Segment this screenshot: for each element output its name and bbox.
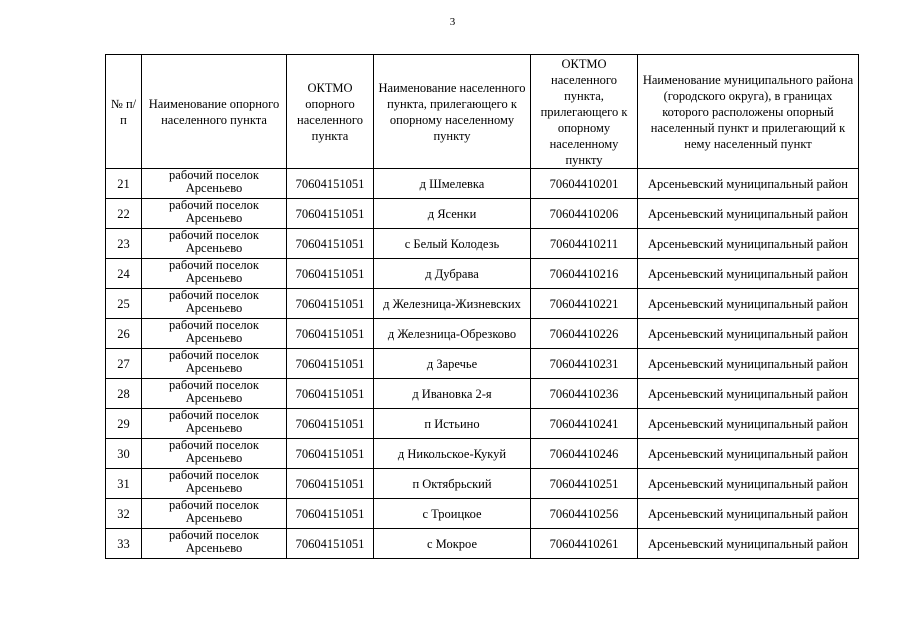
base-settlement-line: рабочий поселок [169,259,259,272]
row-number: 21 [106,169,142,199]
adjacent-oktmo: 70604410211 [531,229,638,259]
row-number: 26 [106,319,142,349]
district: Арсеньевский муниципальный район [638,319,859,349]
district: Арсеньевский муниципальный район [638,259,859,289]
base-settlement-text [144,170,284,198]
table-row [106,499,859,529]
adjacent-settlement: п Октябрьский [374,469,531,499]
header-base-oktmo: ОКТМО опорного населенного пункта [287,55,374,169]
header-adjacent-oktmo: ОКТМО населенного пункта, прилегающего к опорному населенному пункту [531,55,638,169]
table-row [106,529,859,559]
base-settlement [142,169,287,199]
base-settlement [142,229,287,259]
adjacent-settlement: с Белый Колодезь [374,229,531,259]
base-settlement-line: Арсеньево [185,450,243,465]
base-settlement-line: рабочий поселок [169,289,259,302]
table-row [106,319,859,349]
base-settlement-text [144,380,284,408]
adjacent-oktmo: 70604410221 [531,289,638,319]
adjacent-settlement: д Ясенки [374,199,531,229]
base-oktmo: 70604151051 [287,169,374,199]
base-settlement-text [144,350,284,378]
base-oktmo: 70604151051 [287,259,374,289]
base-settlement [142,529,287,559]
base-oktmo: 70604151051 [287,229,374,259]
table-row [106,379,859,409]
base-oktmo: 70604151051 [287,529,374,559]
base-settlement-text [144,470,284,498]
adjacent-oktmo: 70604410236 [531,379,638,409]
base-oktmo: 70604151051 [287,199,374,229]
base-settlement-line: рабочий поселок [169,199,259,212]
base-settlement-line: рабочий поселок [169,349,259,362]
table-row [106,199,859,229]
adjacent-oktmo: 70604410246 [531,439,638,469]
base-settlement-line: рабочий поселок [169,319,259,332]
table-row [106,409,859,439]
base-settlement-line: рабочий поселок [169,379,259,392]
base-oktmo: 70604151051 [287,499,374,529]
base-oktmo: 70604151051 [287,319,374,349]
adjacent-settlement: с Мокрое [374,529,531,559]
adjacent-settlement: д Железница-Жизневских [374,289,531,319]
district: Арсеньевский муниципальный район [638,169,859,199]
base-settlement-line: Арсеньево [185,390,243,405]
base-settlement-line: Арсеньево [185,510,243,525]
adjacent-settlement: д Железница-Обрезково [374,319,531,349]
base-settlement-text [144,260,284,288]
base-settlement-line: рабочий поселок [169,439,259,452]
adjacent-oktmo: 70604410241 [531,409,638,439]
base-settlement-line: рабочий поселок [169,469,259,482]
district: Арсеньевский муниципальный район [638,469,859,499]
row-number: 31 [106,469,142,499]
base-settlement-line: Арсеньево [185,180,243,195]
base-settlement-line: Арсеньево [185,210,243,225]
header-adjacent-settlement: Наименование населенного пункта, прилегающего к опорному населенному пункту [374,55,531,169]
base-settlement-text [144,530,284,558]
district: Арсеньевский муниципальный район [638,409,859,439]
base-settlement [142,469,287,499]
adjacent-oktmo: 70604410226 [531,319,638,349]
adjacent-oktmo: 70604410206 [531,199,638,229]
base-settlement-line: Арсеньево [185,540,243,555]
base-settlement-line: Арсеньево [185,300,243,315]
base-settlement [142,439,287,469]
base-settlement-text [144,290,284,318]
base-oktmo: 70604151051 [287,439,374,469]
base-settlement-line: рабочий поселок [169,529,259,542]
district: Арсеньевский муниципальный район [638,499,859,529]
adjacent-settlement: д Дубрава [374,259,531,289]
adjacent-oktmo: 70604410261 [531,529,638,559]
table-row [106,439,859,469]
base-oktmo: 70604151051 [287,469,374,499]
table-body [106,169,859,559]
base-settlement-line: рабочий поселок [169,169,259,182]
row-number: 30 [106,439,142,469]
row-number: 23 [106,229,142,259]
adjacent-settlement: с Троицкое [374,499,531,529]
header-number: № п/п [106,55,142,169]
adjacent-oktmo: 70604410251 [531,469,638,499]
base-oktmo: 70604151051 [287,379,374,409]
adjacent-oktmo: 70604410216 [531,259,638,289]
district: Арсеньевский муниципальный район [638,529,859,559]
base-settlement [142,289,287,319]
base-settlement-line: Арсеньево [185,480,243,495]
header-district: Наименование муниципального района (городского округа), в границах которого расположены опорный населенный пункт и прилегающий к нему населенный пункт [638,55,859,169]
adjacent-settlement: д Шмелевка [374,169,531,199]
base-settlement-line: рабочий поселок [169,499,259,512]
row-number: 29 [106,409,142,439]
base-settlement-text [144,320,284,348]
base-settlement [142,499,287,529]
base-oktmo: 70604151051 [287,409,374,439]
base-settlement [142,349,287,379]
table-header-row [106,55,859,169]
base-oktmo: 70604151051 [287,289,374,319]
adjacent-oktmo: 70604410256 [531,499,638,529]
base-settlement-line: рабочий поселок [169,409,259,422]
base-settlement [142,199,287,229]
table-row [106,229,859,259]
base-settlement-line: Арсеньево [185,270,243,285]
adjacent-settlement: д Ивановка 2-я [374,379,531,409]
base-settlement-text [144,200,284,228]
base-settlement [142,409,287,439]
base-settlement-line: Арсеньево [185,420,243,435]
settlements-table [105,54,859,559]
base-settlement-line: Арсеньево [185,330,243,345]
base-settlement-text [144,230,284,258]
base-settlement-text [144,410,284,438]
base-settlement-text [144,440,284,468]
row-number: 22 [106,199,142,229]
adjacent-oktmo: 70604410201 [531,169,638,199]
row-number: 28 [106,379,142,409]
district: Арсеньевский муниципальный район [638,229,859,259]
base-settlement-line: Арсеньево [185,360,243,375]
base-settlement [142,379,287,409]
base-settlement-line: Арсеньево [185,240,243,255]
row-number: 33 [106,529,142,559]
table-row [106,259,859,289]
adjacent-settlement: п Истьино [374,409,531,439]
adjacent-settlement: д Заречье [374,349,531,379]
page-number: 3 [449,16,456,28]
adjacent-oktmo: 70604410231 [531,349,638,379]
district: Арсеньевский муниципальный район [638,379,859,409]
header-base-settlement: Наименование опорного населенного пункта [142,55,287,169]
table-row [106,469,859,499]
district: Арсеньевский муниципальный район [638,199,859,229]
row-number: 24 [106,259,142,289]
base-settlement [142,319,287,349]
table-row [106,169,859,199]
row-number: 32 [106,499,142,529]
base-oktmo: 70604151051 [287,349,374,379]
adjacent-settlement: д Никольское-Кукуй [374,439,531,469]
table-row [106,349,859,379]
base-settlement-line: рабочий поселок [169,229,259,242]
row-number: 27 [106,349,142,379]
district: Арсеньевский муниципальный район [638,439,859,469]
row-number: 25 [106,289,142,319]
base-settlement-text [144,500,284,528]
base-settlement [142,259,287,289]
district: Арсеньевский муниципальный район [638,289,859,319]
district: Арсеньевский муниципальный район [638,349,859,379]
table-row [106,289,859,319]
